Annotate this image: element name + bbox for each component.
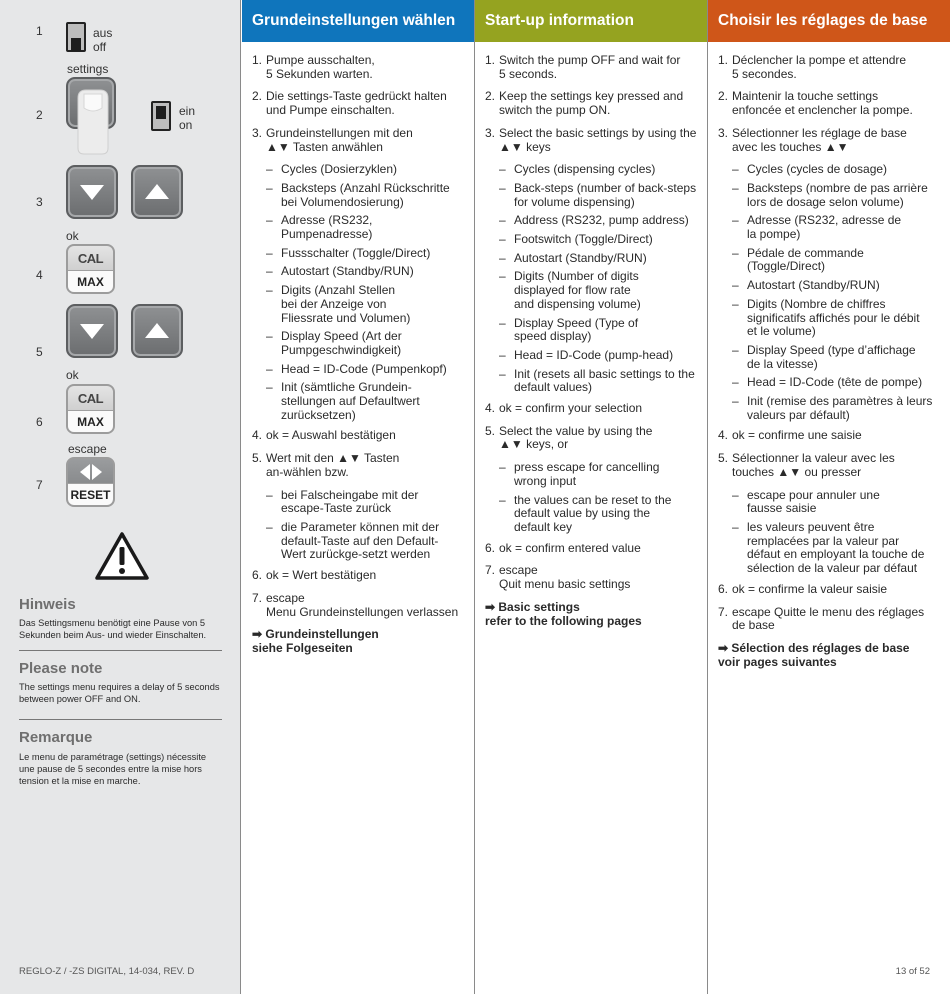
power-switch-off-icon: [66, 22, 86, 52]
step-number: 1.: [718, 53, 729, 67]
see-following-pages-note: ➡ Basic settings refer to the following pages: [485, 599, 642, 628]
step-number: 4.: [485, 401, 496, 416]
sub-list-item: [732, 214, 942, 241]
sub-item-text: Fussschalter (Toggle/Direct): [281, 245, 431, 260]
up-key-button: [131, 165, 183, 219]
sub-list-item: [266, 489, 466, 516]
step-text: Wert mit den ▲▼ Tasten an-wählen bzw.: [266, 451, 400, 479]
sub-item-text: Autostart (Standby/RUN): [747, 278, 880, 293]
dash-bullet: –: [266, 519, 273, 534]
sub-item-text: Backsteps (nombre de pas arrière lors de dosage selon volume): [747, 180, 928, 209]
step-text: ok = confirme une saisie: [732, 428, 862, 443]
divider: [19, 719, 222, 720]
sub-list-item: [266, 381, 466, 422]
step-number: 2.: [252, 89, 263, 104]
step-text: ok = confirme la valeur saisie: [732, 581, 888, 596]
finger-press-icon: [70, 88, 116, 156]
numbered-step: [718, 90, 942, 117]
step-number: 5: [36, 345, 43, 359]
sub-item-text: Digits (Number of digits displayed for flow rate and dispensing volume): [514, 269, 641, 311]
dash-bullet: –: [266, 245, 273, 260]
step-number: 4: [36, 268, 43, 282]
sub-item-text: Cycles (cycles de dosage): [747, 162, 888, 177]
dash-bullet: –: [499, 460, 506, 475]
max-text: MAX: [68, 410, 113, 432]
numbered-step: [485, 90, 699, 117]
step-number: 6.: [252, 568, 263, 583]
step-text: Switch the pump OFF and wait for 5 seconds.: [499, 53, 681, 81]
sub-list-item: [732, 395, 942, 422]
dash-bullet: –: [499, 180, 506, 195]
step-text: Grundeinstellungen mit den ▲▼ Tasten anwählen: [266, 125, 413, 154]
numbered-step: [252, 592, 466, 619]
numbered-step: [252, 127, 466, 154]
sub-list-item: [732, 182, 942, 209]
sub-list-item: [499, 317, 699, 344]
step-number: 4.: [718, 428, 729, 443]
dash-bullet: –: [732, 375, 739, 390]
sub-item-text: Digits (Anzahl Stellen bei der Anzeige von Fliessrate und Volumen): [281, 283, 411, 325]
step-number: 7: [36, 478, 43, 492]
sub-list-item: [732, 489, 942, 516]
step-text: Maintenir la touche settings enfoncée et enclencher la pompe.: [732, 89, 913, 118]
sub-item-text: Init (resets all basic settings to the default values): [514, 366, 695, 395]
dash-bullet: –: [266, 180, 273, 195]
page-number: 13 of 52: [895, 966, 930, 977]
dash-bullet: –: [499, 347, 506, 362]
column-french: [708, 0, 950, 994]
sub-item-text: Head = ID-Code (tête de pompe): [747, 375, 923, 390]
numbered-step: [485, 425, 699, 452]
column-body: [242, 42, 474, 656]
step-number: 5.: [485, 423, 496, 438]
dash-bullet: –: [499, 162, 506, 177]
sub-list-item: [499, 368, 699, 395]
sub-item-text: Init (remise des paramètres à leurs valeurs par défault): [747, 394, 933, 422]
sub-item-text: escape pour annuler une fausse saisie: [747, 487, 880, 516]
step-text: Keep the settings key pressed and switch the pump ON.: [499, 89, 684, 118]
dash-bullet: –: [266, 361, 273, 376]
numbered-step: [485, 564, 699, 591]
arrow-up-icon: [145, 184, 169, 199]
sub-item-text: Display Speed (Art der Pumpgeschwindigkeit): [281, 329, 402, 357]
sub-list-item: [499, 494, 699, 535]
up-key-button: [131, 304, 183, 358]
sub-item-text: press escape for cancelling wrong input: [514, 460, 660, 488]
sub-item-text: Cycles (Dosierzyklen): [281, 162, 398, 177]
note-text: Le menu de paramétrage (settings) nécessite une pause de 5 secondes entre la mise hors tension et la mise en marche.: [19, 752, 207, 786]
step-text: ok = Wert bestätigen: [266, 568, 377, 583]
sub-item-text: Init (sämtliche Grundein- stellungen auf Defaultwert zurücksetzen): [281, 380, 420, 422]
sub-item-text: bei Falscheingabe mit der escape-Taste zurück: [281, 487, 419, 516]
numbered-step: [718, 54, 942, 81]
sub-list-item: [266, 247, 466, 261]
numbered-step: [718, 606, 942, 633]
numbered-step: [252, 452, 466, 479]
sub-list-item: [266, 182, 466, 209]
sub-list-item: [266, 214, 466, 241]
dash-bullet: –: [499, 232, 506, 247]
dash-bullet: –: [732, 519, 739, 534]
numbered-step: [252, 54, 466, 81]
sub-list-item: [499, 270, 699, 311]
switch-on-label: ein on: [179, 104, 196, 132]
note-title: Remarque: [19, 729, 93, 746]
sub-item-text: die Parameter können mit der default-Taste auf den Default- Wert zurückge-setzt werden: [281, 519, 440, 562]
numbered-step: [252, 90, 466, 117]
sub-item-text: Head = ID-Code (Pumpenkopf): [281, 361, 447, 376]
step-text: ok = confirm entered value: [499, 540, 641, 555]
sub-item-text: the values can be reset to the default value by using the default key: [514, 492, 672, 534]
sub-item-text: Back-steps (number of back-steps for volume dispensing): [514, 180, 697, 209]
step-text: ok = confirm your selection: [499, 401, 643, 416]
sub-item-text: Display Speed (Type of speed display): [514, 315, 639, 344]
numbered-step: [252, 429, 466, 443]
numbered-step: [485, 542, 699, 556]
sub-item-text: Cycles (dispensing cycles): [514, 162, 656, 177]
sub-list-item: [499, 163, 699, 177]
step-number: 6: [36, 415, 43, 429]
sidebar: [0, 0, 241, 994]
cal-max-key-button: [66, 384, 115, 434]
sub-list-item: [732, 344, 942, 371]
cal-text: CAL: [77, 251, 104, 266]
column-heading: Choisir les réglages de base: [708, 0, 950, 42]
sub-item-text: Adresse (RS232, Pumpenadresse): [281, 213, 373, 242]
step-number: 3.: [485, 125, 496, 140]
sub-list-item: [499, 182, 699, 209]
numbered-step: [485, 54, 699, 81]
step-number: 7.: [718, 604, 729, 619]
see-following-pages-note: ➡ Sélection des réglages de base voir pages suivantes: [718, 640, 910, 669]
step-number: 4.: [252, 428, 263, 443]
step-number: 6.: [718, 581, 729, 596]
step-text: Die settings-Taste gedrückt halten und Pumpe einschalten.: [266, 89, 447, 118]
step-text: Déclencher la pompe et attendre 5 secondes.: [732, 53, 907, 81]
numbered-step: [718, 452, 942, 479]
step-text: Select the value by using the ▲▼ keys, or: [499, 423, 653, 452]
step-number: 2.: [485, 89, 496, 104]
sub-item-text: Backsteps (Anzahl Rückschritte bei Volumendosierung): [281, 180, 450, 209]
column-german: [242, 0, 474, 994]
down-key-button: [66, 304, 118, 358]
dash-bullet: –: [266, 162, 273, 177]
dash-bullet: –: [732, 162, 739, 177]
dash-bullet: –: [499, 213, 506, 228]
step-number: 6.: [485, 540, 496, 555]
step-number: 1.: [252, 53, 263, 67]
arrow-down-icon: [80, 185, 104, 200]
sub-list-item: [499, 214, 699, 228]
step-text: escape Menu Grundeinstellungen verlassen: [266, 590, 459, 619]
dash-bullet: –: [732, 296, 739, 311]
step-number: 1.: [485, 53, 496, 67]
escape-label: escape: [68, 442, 107, 456]
dash-bullet: –: [266, 380, 273, 395]
divider: [19, 650, 222, 651]
step-number: 5.: [252, 451, 263, 466]
column-heading: Start-up information: [475, 0, 707, 42]
step-text: escape Quitte le menu des réglages de base: [732, 604, 925, 633]
step-number: 2.: [718, 89, 729, 104]
note-title: Hinweis: [19, 596, 76, 613]
step-number: 3.: [718, 125, 729, 140]
column-heading: Grundeinstellungen wählen: [242, 0, 474, 42]
dash-bullet: –: [266, 283, 273, 298]
step-text: escape Quit menu basic settings: [499, 563, 631, 592]
sub-list-item: [266, 521, 466, 562]
column-body: [708, 42, 950, 669]
step-number: 5.: [718, 451, 729, 466]
sub-item-text: Adresse (RS232, adresse de la pompe): [747, 213, 902, 242]
cal-text: CAL: [77, 391, 104, 406]
dash-bullet: –: [732, 213, 739, 228]
numbered-step: [252, 569, 466, 583]
step-number: 2: [36, 108, 43, 122]
sub-list-item: [732, 279, 942, 293]
sub-list-item: [732, 163, 942, 177]
max-text: MAX: [68, 270, 113, 292]
step-text: Select the basic settings by using the ▲▼ keys: [499, 125, 697, 154]
sub-list-item: [499, 252, 699, 266]
sub-list-item: [732, 298, 942, 339]
dash-bullet: –: [732, 245, 739, 260]
numbered-step: [718, 127, 942, 154]
sub-list-item: [732, 521, 942, 576]
step-text: Sélectionner la valeur avec les touches ▲▼ ou presser: [732, 451, 895, 479]
ok-label: ok: [66, 229, 79, 243]
column-body: [475, 42, 707, 628]
numbered-step: [718, 583, 942, 597]
sub-list-item: [266, 265, 466, 279]
see-following-pages-note: ➡ Grundeinstellungen siehe Folgeseiten: [252, 627, 379, 655]
sub-list-item: [266, 163, 466, 177]
arrow-up-icon: [145, 323, 169, 338]
reset-key-button: [66, 457, 115, 507]
dash-bullet: –: [266, 329, 273, 344]
sub-item-text: Head = ID-Code (pump-head): [514, 347, 674, 362]
step-text: ok = Auswahl bestätigen: [266, 428, 396, 443]
sub-item-text: Address (RS232, pump address): [514, 213, 689, 228]
note-title: Please note: [19, 660, 103, 677]
sub-list-item: [499, 461, 699, 488]
dash-bullet: –: [266, 487, 273, 502]
sub-item-text: Pédale de commande (Toggle/Direct): [747, 245, 864, 274]
settings-label: settings: [67, 62, 109, 76]
ok-label: ok: [66, 368, 79, 382]
note-text: The settings menu requires a delay of 5 seconds between power OFF and ON.: [19, 682, 220, 704]
arrow-down-icon: [80, 324, 104, 339]
step-text: Sélectionner les réglage de base avec les touches ▲▼: [732, 125, 907, 154]
dash-bullet: –: [732, 342, 739, 357]
left-right-arrows-icon: [68, 464, 113, 480]
dash-bullet: –: [266, 264, 273, 279]
dash-bullet: –: [732, 180, 739, 195]
sub-list-item: [499, 349, 699, 363]
dash-bullet: –: [732, 394, 739, 409]
dash-bullet: –: [499, 250, 506, 265]
sub-list-item: [266, 284, 466, 325]
cal-max-key-button: [66, 244, 115, 294]
step-number: 3.: [252, 125, 263, 140]
sub-list-item: [732, 376, 942, 390]
sub-list-item: [732, 247, 942, 274]
numbered-step: [718, 429, 942, 443]
switch-off-label: aus off: [93, 26, 113, 54]
dash-bullet: –: [499, 492, 506, 507]
column-english: [475, 0, 707, 994]
dash-bullet: –: [499, 269, 506, 284]
sub-item-text: les valeurs peuvent être remplacées par la valeur par défaut en employant la touche de sélection de la valeur par défaut: [747, 519, 925, 576]
sub-list-item: [266, 363, 466, 377]
step-number: 3: [36, 195, 43, 209]
footer-doc-id: REGLO-Z / -ZS DIGITAL, 14-034, REV. D: [19, 966, 195, 977]
dash-bullet: –: [499, 315, 506, 330]
dash-bullet: –: [732, 278, 739, 293]
step-number: 7.: [252, 590, 263, 605]
sub-item-text: Digits (Nombre de chiffres significatifs affichés pour le débit et le volume): [747, 296, 920, 339]
sub-item-text: Footswitch (Toggle/Direct): [514, 232, 653, 247]
sub-item-text: Autostart (Standby/RUN): [514, 250, 647, 265]
sub-item-text: Display Speed (type d’affichage de la vitesse): [747, 342, 916, 371]
sub-list-item: [499, 233, 699, 247]
dash-bullet: –: [499, 366, 506, 381]
reset-text: RESET: [68, 483, 113, 505]
dash-bullet: –: [732, 487, 739, 502]
sub-list-item: [266, 330, 466, 357]
sub-item-text: Autostart (Standby/RUN): [281, 264, 414, 279]
numbered-step: [485, 127, 699, 154]
step-number: 7.: [485, 563, 496, 578]
dash-bullet: –: [266, 213, 273, 228]
step-text: Pumpe ausschalten, 5 Sekunden warten.: [266, 53, 375, 81]
step-number: 1: [36, 24, 43, 38]
note-text: Das Settingsmenu benötigt eine Pause von 5 Sekunden beim Aus- und wieder Einschalten.: [19, 618, 207, 640]
power-switch-on-icon: [151, 101, 171, 131]
down-key-button: [66, 165, 118, 219]
numbered-step: [485, 402, 699, 416]
warning-icon: [94, 531, 150, 581]
